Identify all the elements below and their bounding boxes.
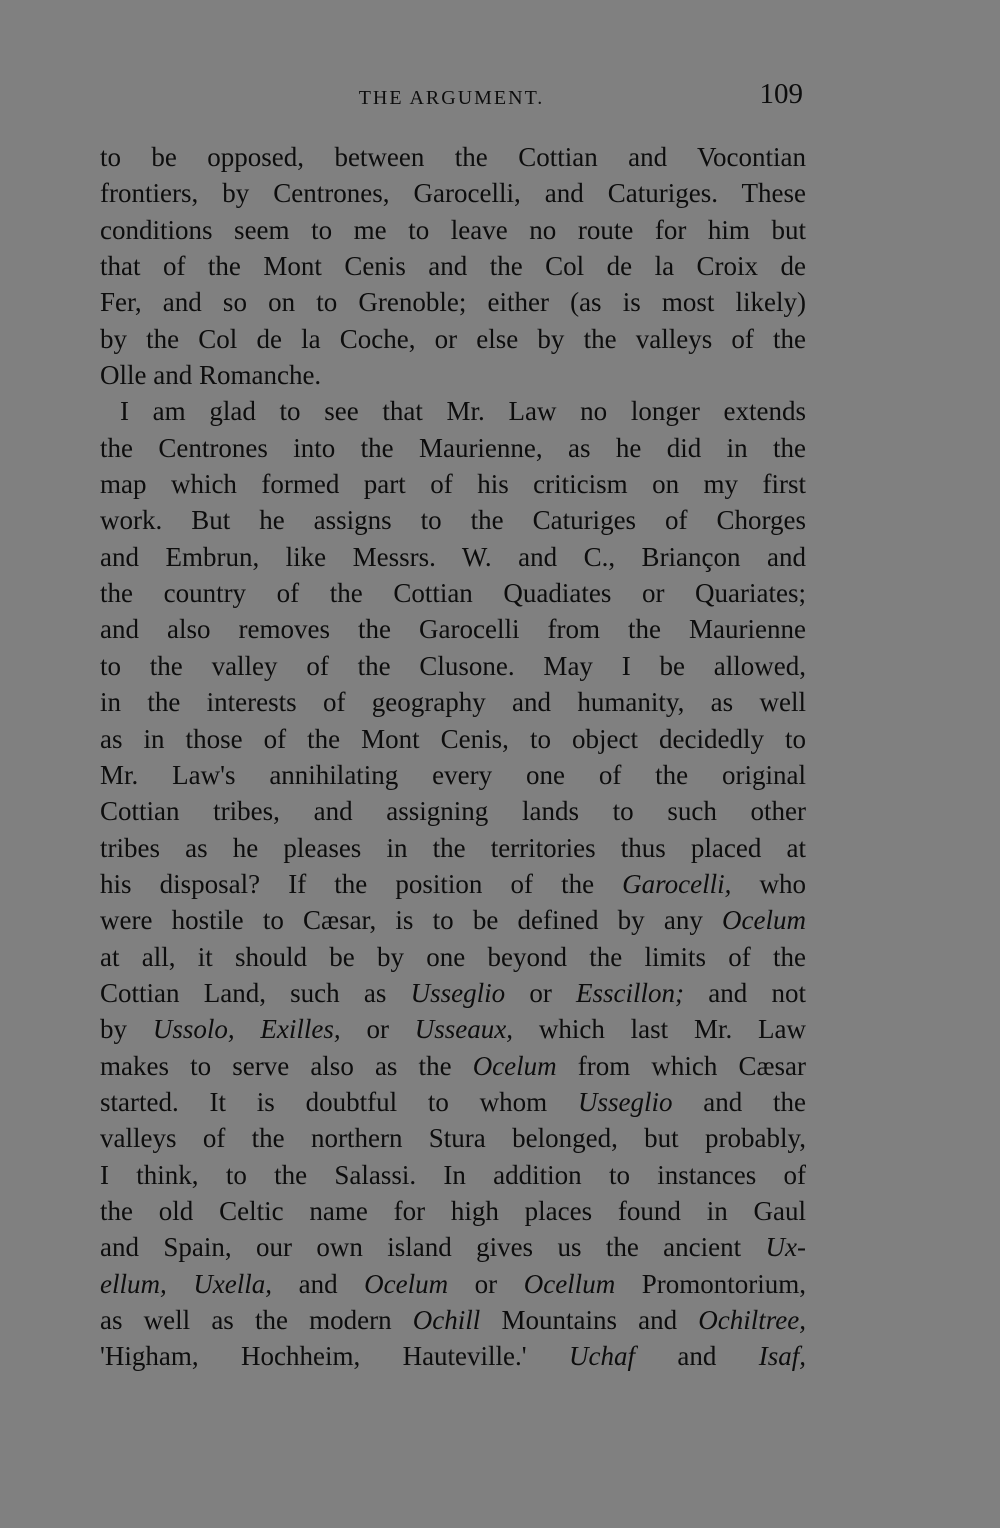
italic-text: Ochill (412, 1305, 481, 1335)
text-span: I think, to the Salassi. In addition to instances of (100, 1159, 806, 1190)
text-line (100, 430, 806, 466)
text-line (100, 866, 806, 902)
text-span: and not (684, 977, 806, 1008)
text-line (100, 1302, 806, 1338)
text-line (100, 284, 806, 320)
text-span: which last Mr. Law (513, 1014, 807, 1045)
text-span: Cottian tribes, and assigning lands to such other (100, 796, 806, 827)
text-span: the country of the Cottian Quadiates or Quariates; (100, 578, 806, 609)
text-span: work. But he assigns to the Caturiges of Chorges (100, 505, 806, 536)
text-span: valleys of the northern Stura belonged, but probably, (100, 1123, 806, 1154)
italic-text: Ocelum (472, 1050, 557, 1081)
text-line (100, 793, 806, 829)
text-span: Cottian Land, such as (100, 977, 411, 1008)
text-line (100, 757, 806, 793)
text-line (100, 1120, 806, 1156)
text-line (100, 1193, 806, 1229)
text-line (100, 830, 806, 866)
italic-text: ellum, (100, 1268, 167, 1299)
text-line (100, 648, 806, 684)
text-span: were hostile to Cæsar, is to be defined by any (100, 905, 723, 936)
text-line (100, 212, 806, 248)
text-span: or (505, 977, 577, 1008)
italic-text: Exilles, (260, 1014, 341, 1045)
text-span: or (448, 1268, 524, 1299)
text-span (167, 1269, 194, 1299)
text-line (100, 575, 806, 611)
text-span: 'Higham, Hochheim, Hauteville.' (100, 1341, 570, 1372)
text-line (100, 1229, 806, 1265)
text-span: who (731, 868, 807, 899)
running-head (100, 78, 803, 118)
text-span: started. It is doubtful to whom (100, 1086, 578, 1117)
text-span: Mountains and (480, 1305, 699, 1335)
text-line (100, 684, 806, 720)
italic-text: Uchaf (569, 1341, 636, 1372)
text-span: as well as the modern (100, 1305, 413, 1335)
text-line (100, 1266, 806, 1302)
text-line (100, 139, 806, 175)
italic-text: Esscillon; (576, 977, 685, 1008)
text-span: the old Celtic name for high places found in Gaul (100, 1195, 806, 1226)
text-line (100, 1338, 806, 1374)
text-line (100, 357, 806, 393)
text-line (100, 248, 806, 284)
italic-text: Usseaux, (414, 1014, 514, 1045)
text-line (100, 721, 806, 757)
text-span: and the (672, 1086, 806, 1117)
text-span: Fer, and so on to Grenoble; either (as is most likely) (100, 287, 806, 318)
text-line (100, 902, 806, 938)
text-span: and (635, 1341, 759, 1372)
text-span: and also removes the Garocelli from the Maurienne (100, 614, 806, 645)
text-span: by (100, 1014, 153, 1045)
text-line (100, 1084, 806, 1120)
italic-text: Garocelli, (622, 868, 732, 899)
text-span: his disposal? If the position of the (100, 868, 623, 899)
text-line (100, 1011, 806, 1047)
text-span: that of the Mont Cenis and the Col de la Croix de (100, 251, 806, 282)
text-span: and Embrun, like Messrs. W. and C., Briançon and (100, 541, 806, 572)
italic-text: Ocellum (523, 1268, 616, 1299)
italic-text: Isaf, (758, 1341, 807, 1372)
text-line (100, 321, 806, 357)
text-span: from which Cæsar (556, 1050, 807, 1081)
text-span: Mr. Law's annihilating every one of the original (100, 759, 806, 790)
text-span: the Centrones into the Maurienne, as he did in the (100, 432, 806, 463)
text-line (100, 502, 806, 538)
text-span: makes to serve also as the (100, 1050, 473, 1081)
text-span: frontiers, by Centrones, Garocelli, and Caturiges. These (100, 178, 806, 209)
text-span: map which formed part of his criticism on my first (100, 469, 806, 500)
italic-text: Usseglio (577, 1086, 673, 1117)
text-span: Promontorium, (615, 1268, 806, 1299)
italic-text: Uxella, (193, 1268, 273, 1299)
text-span: as in those of the Mont Cenis, to object decidedly to (100, 723, 806, 754)
text-line (100, 611, 806, 647)
running-title: THE ARGUMENT. (358, 87, 545, 109)
text-line (100, 466, 806, 502)
text-span: at all, it should be by one beyond the limits of the (100, 941, 806, 972)
text-span: to be opposed, between the Cottian and Vocontian (100, 142, 806, 172)
text-span: in the interests of geography and humanity, as well (100, 687, 806, 718)
text-line (100, 939, 806, 975)
text-span (235, 1014, 261, 1044)
italic-text: Ux- (765, 1232, 806, 1263)
text-line (100, 1157, 806, 1193)
text-line (100, 975, 806, 1011)
text-span: and Spain, our own island gives us the ancient (100, 1232, 766, 1263)
body-text (100, 139, 806, 1375)
italic-text: Ussolo, (152, 1014, 235, 1045)
page-number: 109 (759, 78, 803, 110)
italic-text: Ochiltree, (698, 1305, 806, 1335)
text-span: conditions seem to me to leave no route for him but (100, 214, 806, 245)
text-line (100, 539, 806, 575)
text-line (100, 175, 806, 211)
text-line (100, 393, 806, 429)
italic-text: Ocelum (722, 905, 806, 936)
text-span: tribes as he pleases in the territories thus placed at (100, 832, 806, 863)
italic-text: Usseglio (410, 977, 506, 1008)
text-span: to the valley of the Clusone. May I be allowed, (100, 650, 806, 681)
text-span: I am glad to see that Mr. Law no longer extends (120, 396, 806, 427)
text-span: Olle and Romanche. (100, 360, 322, 391)
text-line (100, 1048, 806, 1084)
text-span: and (272, 1268, 365, 1299)
text-span: by the Col de la Coche, or else by the valleys of the (100, 323, 806, 354)
text-span: or (340, 1014, 415, 1045)
italic-text: Ocelum (364, 1268, 449, 1299)
